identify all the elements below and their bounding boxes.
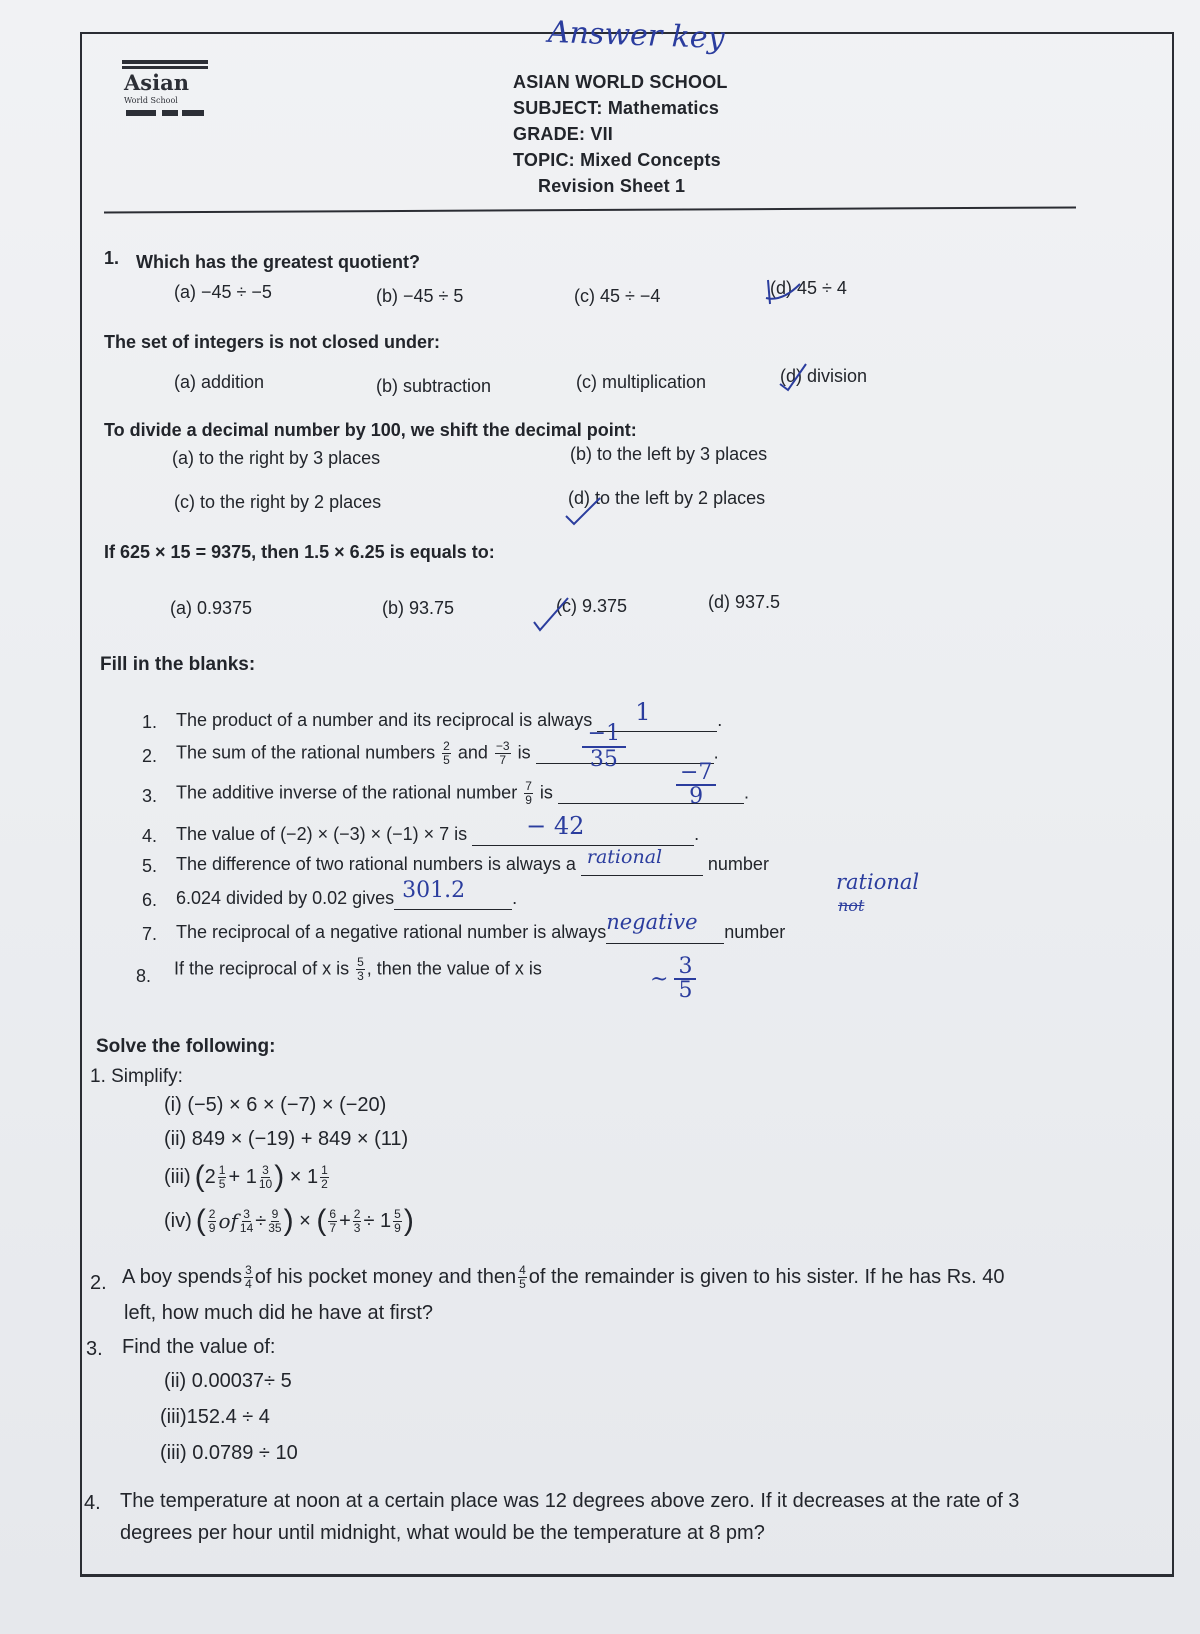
item-text <box>176 878 518 910</box>
simplify-part-iv: (iv) ( $\frac{2}{9}$ of $\frac{3}{14}$ ÷ $\frac{9}{35}$ ) × ( $\frac{6}{7}$ + $\frac{2}{3}$ ÷ 1 $\frac{5}{9}$ ) <box>164 1204 414 1237</box>
struck-word: not <box>838 896 865 915</box>
item-number: 6. <box>142 890 158 910</box>
margin-note: rational <box>836 870 920 894</box>
item-number: 7. <box>142 924 158 944</box>
question-4-text: The temperature at noon at a certain place was 12 degrees above zero. If it decreases at the rate of 3 <box>120 1490 1020 1512</box>
item-number: 2. <box>142 746 158 766</box>
fill-heading: Fill in the blanks: <box>100 654 256 675</box>
option-b: (b) 93.75 <box>382 598 455 618</box>
item-number: 8. <box>136 966 152 986</box>
question-text: Which has the greatest quotient? <box>136 252 421 272</box>
question-text: If 625 × 15 = 9375, then 1.5 × 6.25 is equals to: <box>104 542 495 562</box>
school-logo <box>120 56 210 126</box>
handwritten-answer: negative <box>606 910 698 934</box>
simplify-label: 1. Simplify: <box>90 1066 183 1087</box>
handwritten-answer: 1 <box>635 698 651 726</box>
fraction: $\frac{2}{5}$ <box>443 739 450 767</box>
option-d: (d) 45 ÷ 4 <box>770 278 847 298</box>
item-prefix: The difference of two rational numbers is always a <box>176 854 576 874</box>
item-number: 4. <box>142 826 158 846</box>
item-suffix: . <box>717 710 723 730</box>
question-4-number: 4. <box>84 1492 101 1514</box>
q2-part-a: A boy spends <box>122 1266 243 1288</box>
simplify-part-iii: (iii) ( 2 $\frac{1}{5}$ + 1 $\frac{3}{10}$ ) × 1 $\frac{1}{2}$ <box>164 1160 328 1193</box>
option-a: (a) to the right by 3 places <box>172 448 381 468</box>
handwritten-answer: −1 35 <box>582 722 626 772</box>
item-number: 3. <box>142 786 158 806</box>
subject-line: SUBJECT: Mathematics <box>513 98 720 118</box>
option-d: (d) division <box>780 366 868 386</box>
handwritten-answer: −7 9 <box>676 762 716 808</box>
logo-name: Asian <box>124 70 189 95</box>
item-mid: and <box>457 742 488 763</box>
item-mid: is <box>517 742 531 763</box>
item-text <box>176 721 719 773</box>
answer-tick-mark <box>528 592 578 634</box>
question-3-part-1: (ii) 0.00037÷ 5 <box>164 1370 292 1392</box>
answer-blank[interactable] <box>606 910 724 944</box>
item-suffix: . <box>743 782 749 803</box>
solve-heading: Solve the following: <box>96 1036 276 1057</box>
item-suffix: . <box>713 742 719 763</box>
question-number: 1. <box>104 248 120 268</box>
question-text: The set of integers is not closed under: <box>104 332 441 352</box>
part-label: (iii) <box>164 1165 191 1188</box>
option-c: (c) multiplication <box>576 372 707 392</box>
school-name: ASIAN WORLD SCHOOL <box>513 72 728 92</box>
item-prefix: The sum of the rational numbers <box>176 742 436 763</box>
option-b: (b) −45 ÷ 5 <box>376 286 464 306</box>
answer-blank[interactable] <box>558 760 744 810</box>
item-text <box>176 760 749 810</box>
q2-part-c: of the remainder is given to his sister. If he has Rs. 40 <box>528 1266 1005 1288</box>
grade-line: GRADE: VII <box>513 124 614 144</box>
handwritten-title: Answer key <box>547 14 726 57</box>
option-a: (a) −45 ÷ −5 <box>174 282 272 302</box>
sheet-title: Revision Sheet 1 <box>538 176 686 196</box>
item-mid: is <box>539 782 553 803</box>
simplify-part-i: (i) (−5) × 6 × (−7) × (−20) <box>164 1094 387 1116</box>
item-mid: , then the value of x is <box>366 958 542 979</box>
question-4-text-cont: degrees per hour until midnight, what would be the temperature at 8 pm? <box>120 1522 765 1544</box>
question-3-part-2: (iii)152.4 ÷ 4 <box>160 1406 270 1428</box>
q2-part-b: of his pocket money and then <box>254 1266 517 1288</box>
question-3-number: 3. <box>86 1338 103 1360</box>
answer-blank[interactable] <box>472 812 694 846</box>
item-suffix: . <box>694 824 700 844</box>
fraction: $\frac{7}{9}$ <box>525 779 532 807</box>
item-prefix: The reciprocal of a negative rational number is always <box>176 922 607 942</box>
item-prefix: The value of (−2) × (−3) × (−1) × 7 is <box>176 824 468 844</box>
option-b: (b) to the left by 3 places <box>570 444 768 464</box>
option-c: (c) 9.375 <box>556 596 628 616</box>
handwritten-answer: rational <box>586 846 663 868</box>
item-text <box>176 698 723 732</box>
item-suffix: . <box>512 888 518 908</box>
item-prefix: The additive inverse of the rational number <box>176 782 518 803</box>
item-prefix: If the reciprocal of x is <box>174 958 350 979</box>
question-2-text-cont: left, how much did he have at first? <box>124 1302 434 1324</box>
simplify-part-ii: (ii) 849 × (−19) + 849 × (11) <box>164 1128 409 1150</box>
item-number: 1. <box>142 712 158 732</box>
option-c: (c) to the right by 2 places <box>174 492 382 512</box>
fraction: $\frac{5}{3}$ <box>357 955 364 983</box>
option-a: (a) addition <box>174 372 265 392</box>
handwritten-answer: − 42 <box>526 812 585 840</box>
question-3-part-3: (iii) 0.0789 ÷ 10 <box>160 1442 298 1464</box>
answer-blank[interactable] <box>394 878 512 910</box>
question-text: To divide a decimal number by 100, we shift the decimal point: <box>104 420 637 440</box>
question-3-text: Find the value of: <box>122 1336 276 1358</box>
item-prefix: 6.024 divided by 0.02 gives <box>176 888 395 908</box>
part-label: (iv) <box>164 1209 192 1232</box>
fraction: $\frac{-3}{7}$ <box>495 739 510 767</box>
handwritten-answer: 301.2 <box>402 878 466 903</box>
answer-tick-mark <box>762 274 812 308</box>
option-d: (d) 937.5 <box>708 592 781 612</box>
option-a: (a) 0.9375 <box>170 598 253 618</box>
item-text <box>174 956 542 983</box>
item-prefix: The product of a number and its reciprocal is always <box>176 710 593 730</box>
item-text <box>176 812 700 846</box>
item-suffix: number <box>724 922 786 942</box>
answer-tick-mark <box>560 490 610 530</box>
question-2-text: A boy spends $\frac{3}{4}$ of his pocket money and then $\frac{4}{5}$ of the remainder is given to his sister. If he has Rs. 40 <box>122 1263 1005 1291</box>
item-text <box>176 846 769 876</box>
topic-line: TOPIC: Mixed Concepts <box>513 150 721 170</box>
answer-blank[interactable] <box>581 846 703 876</box>
item-suffix: number <box>707 854 769 874</box>
item-text <box>176 910 786 944</box>
option-c: (c) 45 ÷ −4 <box>574 286 661 306</box>
question-2-number: 2. <box>90 1272 107 1294</box>
option-d: (d) to the left by 2 places <box>568 488 766 508</box>
item-number: 5. <box>142 856 158 876</box>
logo-subtitle: World School <box>124 96 178 105</box>
handwritten-answer: ~ 3 5 <box>650 956 696 1002</box>
option-b: (b) subtraction <box>376 376 492 396</box>
answer-tick-mark <box>776 362 816 392</box>
